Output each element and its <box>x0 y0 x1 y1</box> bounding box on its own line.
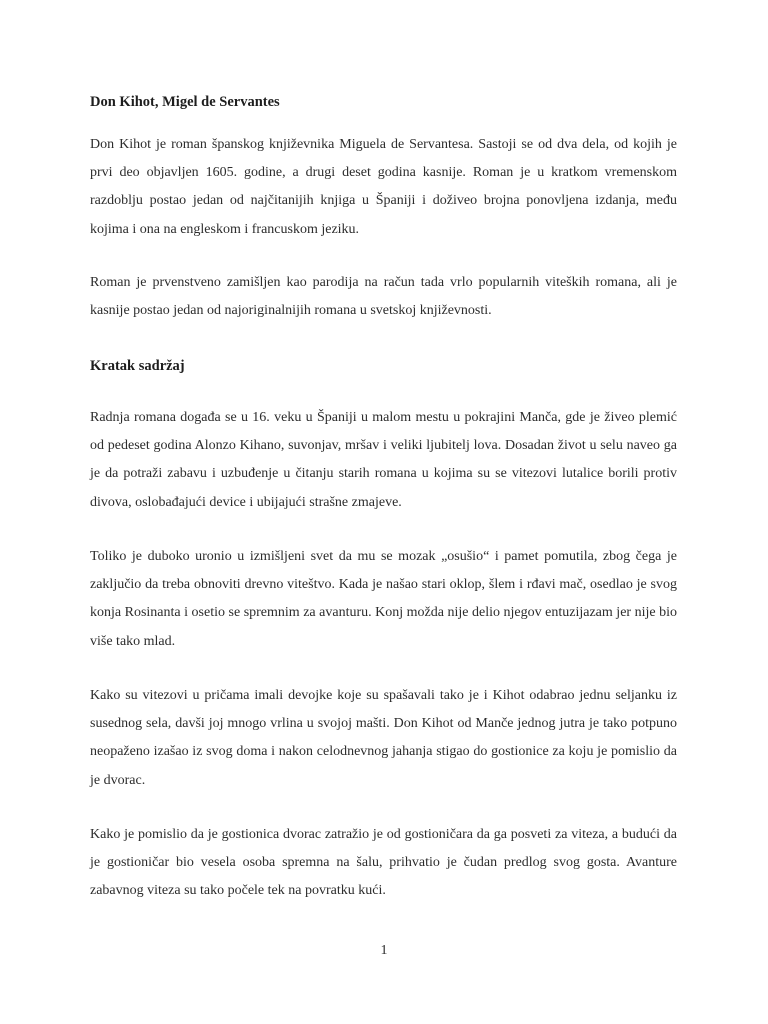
page-number: 1 <box>380 943 388 958</box>
intro-paragraph-2: Roman je prvenstveno zamišljen kao parodija na račun tada vrlo popularnih viteških romana, ali je kasnije postao jedan od najoriginalnijih romana u svetskoj književnosti. <box>90 275 677 319</box>
summary-paragraph-1: Radnja romana događa se u 16. veku u Španiji u malom mestu u pokrajini Manča, gde je živeo plemić od pedeset godina Alonzo Kihano, suvonjav, mršav i veliki ljubitelj lova. Dosadan život u selu naveo ga je da potraži zabavu i uzbuđenje u čitanju starih romana u kojima su se vitezovi lutalice borili protiv divova, oslobađajući device i ubijajući strašne zmajeve. <box>90 410 677 510</box>
summary-paragraph-4: Kako je pomislio da je gostionica dvorac zatražio je od gostioničara da ga posveti za viteza, a budući da je gostioničar bio vesela osoba spremna na šalu, prihvatio je čudan predlog svog gosta. Avanture zabavnog viteza su tako počele tek na povratku kući. <box>90 827 677 899</box>
section-heading: Kratak sadržaj <box>90 358 185 374</box>
document-title: Don Kihot, Migel de Servantes <box>90 94 280 110</box>
intro-paragraph-1: Don Kihot je roman španskog književnika Miguela de Servantesa. Sastoji se od dva dela, od kojih je prvi deo objavljen 1605. godine, a drugi deset godina kasnije. Roman je u kratkom vremenskom razdoblju postao jedan od najčitanijih knjiga u Španiji i doživeo brojna ponovljena izdanja, među kojima i ona na engleskom i francuskom jeziku. <box>90 137 677 237</box>
summary-paragraph-3: Kako su vitezovi u pričama imali devojke koje su spašavali tako je i Kihot odabrao jednu seljanku iz susednog sela, davši joj mnogo vrlina u svojoj mašti. Don Kihot od Manče jednog jutra je tako potpuno neopaženo izašao iz svog doma i nakon celodnevnog jahanja stigao do gostionice za koju je pomislio da je dvorac. <box>90 688 677 788</box>
summary-paragraph-2: Toliko je duboko uronio u izmišljeni svet da mu se mozak „osušio“ i pamet pomutila, zbog čega je zaključio da treba obnoviti drevno viteštvo. Kada je našao stari oklop, šlem i rđavi mač, osedlao je svog konja Rosinanta i osetio se spremnim za avanturu. Konj možda nije delio njegov entuzijazam jer nije bio više tako mlad. <box>90 549 677 649</box>
